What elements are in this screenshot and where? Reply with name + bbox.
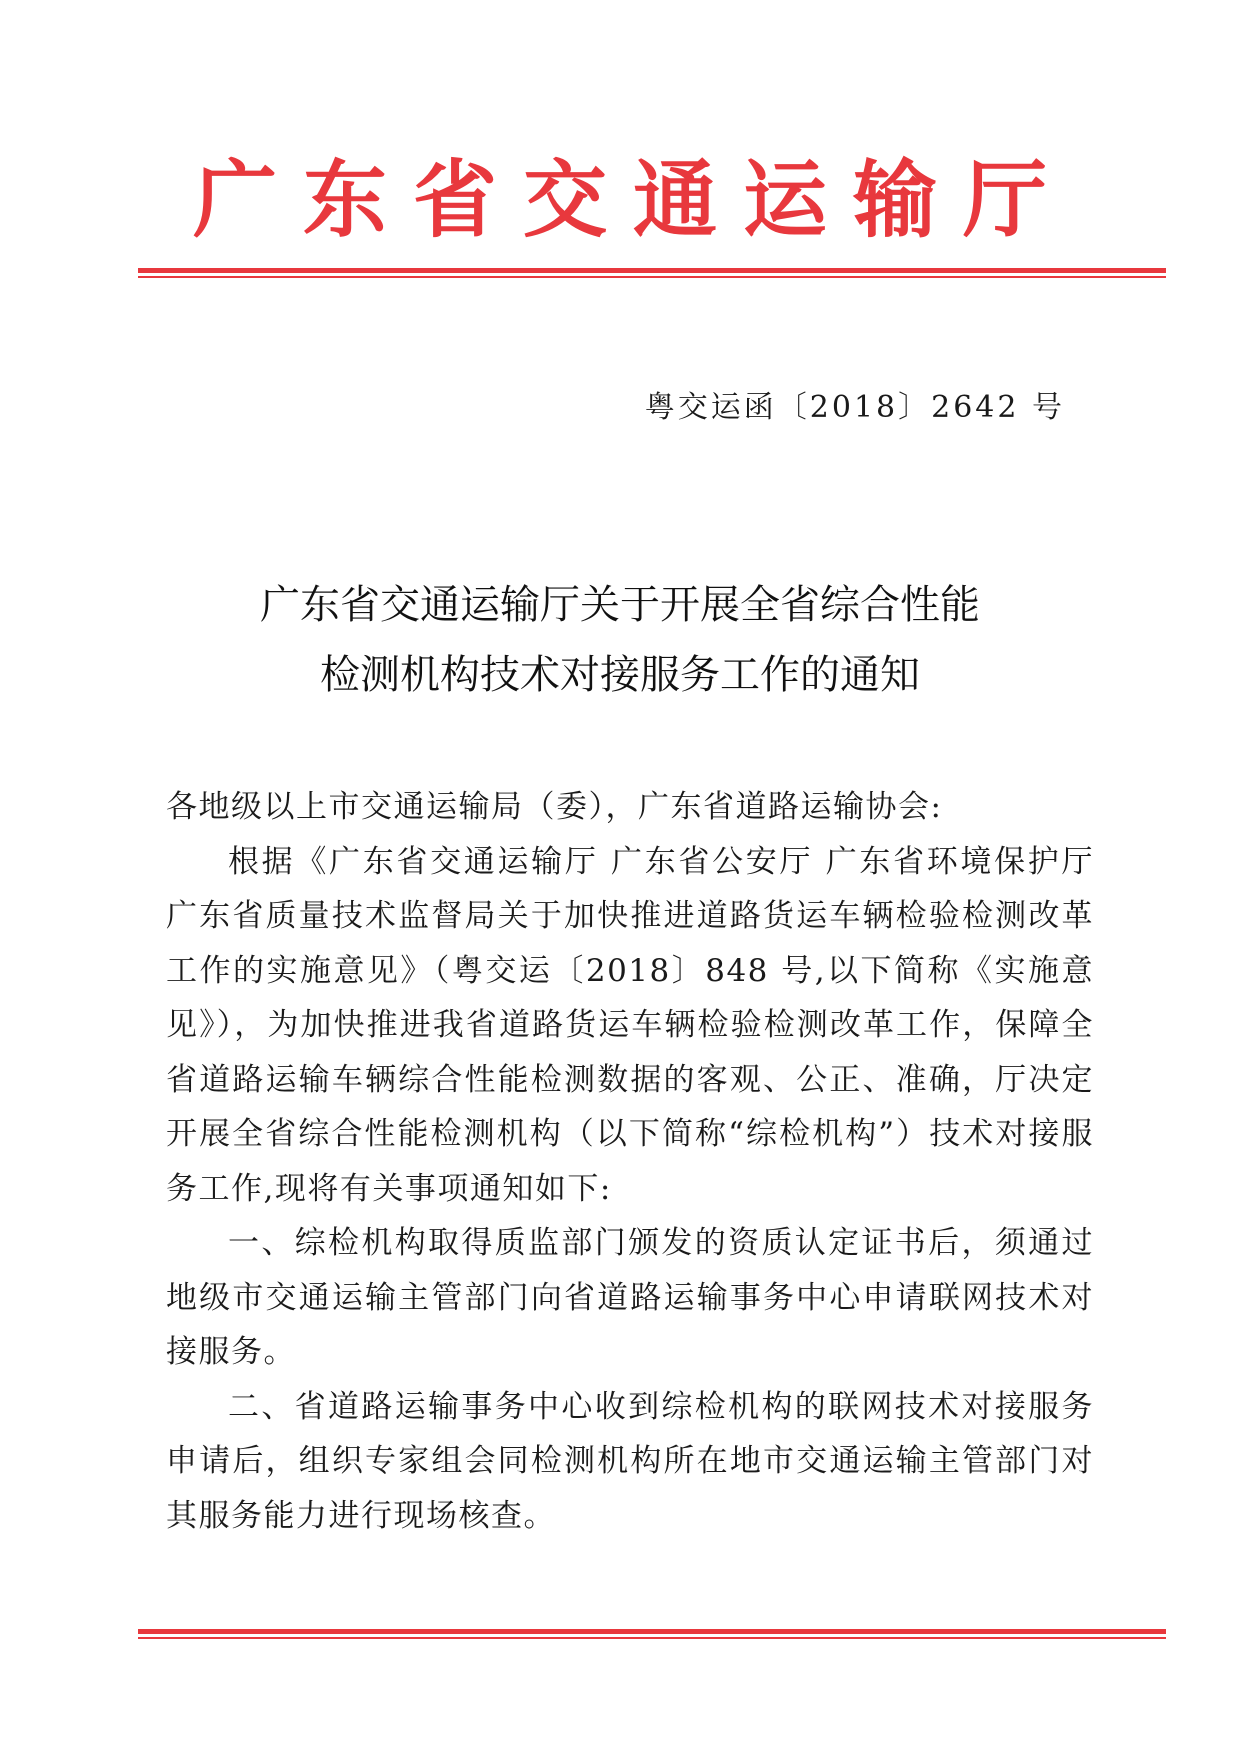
document-title-line-1: 广东省交通运输厅关于开展全省综合性能 <box>260 582 980 628</box>
document-number: 粤交运函〔2018〕2642 号 <box>644 390 1065 425</box>
bottom-red-divider-thin <box>138 1637 1166 1639</box>
body-paragraph-2: 一、综检机构取得质监部门颁发的资质认定证书后，须通过地级市交通运输主管部门向省道路运输事务中心申请联网技术对接服务。 <box>166 1225 1094 1370</box>
document-title-line-2: 检测机构技术对接服务工作的通知 <box>320 652 920 698</box>
body-paragraph-3: 二、省道路运输事务中心收到综检机构的联网技术对接服务申请后，组织专家组会同检测机构所在地市交通运输主管部门对其服务能力进行现场核查。 <box>166 1388 1094 1534</box>
document-body <box>166 780 1094 1543</box>
body-paragraph-1: 根据《广东省交通运输厅 广东省公安厅 广东省环境保护厅 广东省质量技术监督局关于加快推进道路货运车辆检验检测改革工作的实施意见》（粤交运〔2018〕848 号,以下简称《实施意见》），为加快推进我省道路货运车辆检验检测改革工作，保障全省道路运输车辆综合性能检测数据的客观、公正、准确，厅决定开展全省综合性能检测机构（以下简称“综检机构”）技术对接服务工作,现将有关事项通知如下: <box>166 843 1094 1207</box>
letterhead-title: 广东省交通运输厅 <box>192 150 1073 249</box>
top-red-divider-thick <box>138 268 1166 273</box>
addressee: 各地级以上市交通运输局（委），广东省道路运输协会: <box>166 789 943 825</box>
document-title <box>0 570 1240 710</box>
bottom-red-divider-thick <box>138 1629 1166 1634</box>
top-red-divider-thin <box>138 276 1166 278</box>
